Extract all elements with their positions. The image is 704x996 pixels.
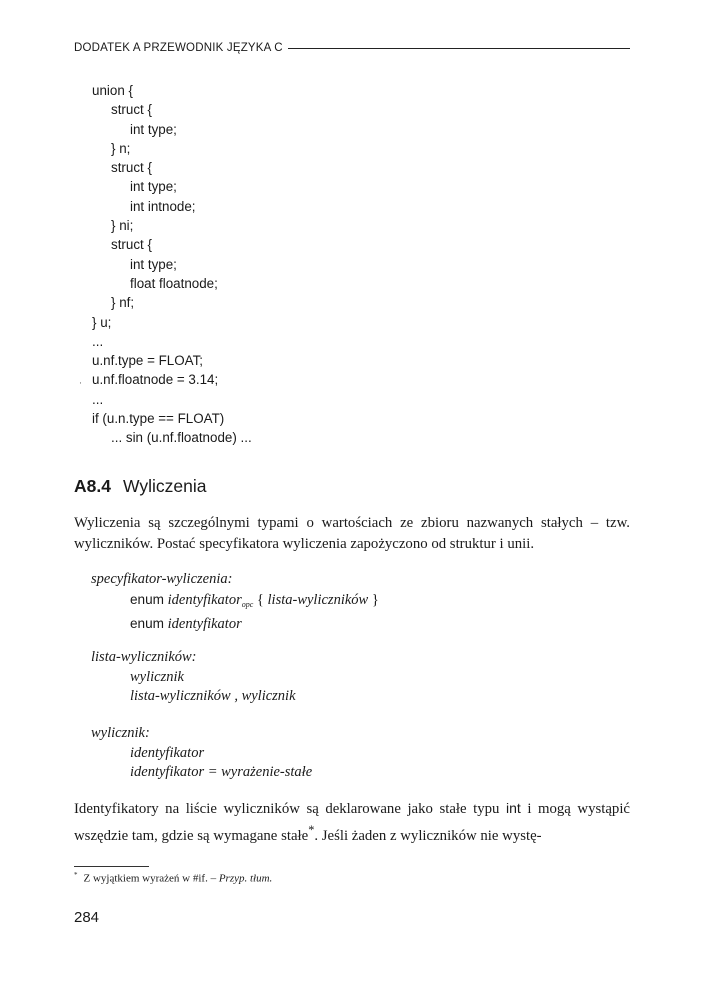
grammar-rule-name: lista-wyliczników: [91,649,197,665]
grammar-production: wylicznik [130,668,184,685]
paragraph-intro: Wyliczenia są szczególnymi typami o wartościach ze zbioru nazwanych stałych – tzw. wyliczników. Postać specyfikatora wyliczenia zapożyczono od struktur i unii. [74,515,630,552]
code-line: union { [92,83,133,98]
paragraph-identifiers: Identyfikatory na liście wyliczników są deklarowane jako stałe typu int i mogą wystąpić wszędzie tam, gdzie są wymagane stałe*. Jeśli żaden z wyliczników nie wystę- [74,800,630,844]
code-line: struct { [111,102,152,118]
footnote: * Z wyjątkiem wyrażeń w #if. – Przyp. tłum. [74,871,273,885]
code-line: int type; [130,121,177,137]
header-rule [288,48,630,49]
footnote-mark: * [74,871,78,879]
code-line: int intnode; [130,198,196,214]
code-line: int type; [130,256,177,272]
grammar-production: enum identyfikator$_{opc}$ { lista-wyliczników } [130,591,379,609]
code-line: struct { [111,237,152,253]
code-line: u.nf.type = FLOAT; [92,353,204,369]
grammar-rule-name: wylicznik: [91,725,150,741]
grammar-enumerator-list [91,648,296,707]
page-number: 284 [74,909,100,926]
code-line: struct { [111,160,152,176]
code-line: ... [92,391,104,407]
code-example [92,81,252,448]
footnote-ref: * [308,822,315,837]
section-heading [74,476,206,497]
section-number: A8.4 [74,476,111,496]
grammar-production: enum identyfikator [130,616,242,632]
inline-code: int [505,800,521,816]
code-line: } u; [92,314,112,330]
grammar-production: lista-wyliczników , wylicznik [130,688,296,704]
running-header [74,42,630,54]
running-title: DODATEK A PRZEWODNIK JĘZYKA C [74,42,283,54]
grammar-enumerator [91,724,312,783]
grammar-rule-name: specyfikator-wyliczenia: [91,571,233,587]
margin-mark: · [79,378,82,388]
grammar-enum-specifier [91,570,379,635]
code-line: } ni; [111,218,134,234]
code-line: ... [92,333,104,349]
grammar-production: identyfikator = wyrażenie-stałe [130,764,313,780]
code-line: float floatnode; [130,275,218,291]
code-line: } n; [111,140,131,156]
code-line: u.nf.floatnode = 3.14; [92,372,219,388]
code-line: ... sin (u.nf.floatnode) ... [111,430,252,446]
grammar-production: identyfikator [130,744,205,761]
footnote-rule [74,866,149,867]
code-line: if (u.n.type == FLOAT) [92,411,225,427]
section-title: Wyliczenia [122,476,207,496]
code-line: int type; [130,179,177,195]
code-line: } nf; [111,295,135,311]
